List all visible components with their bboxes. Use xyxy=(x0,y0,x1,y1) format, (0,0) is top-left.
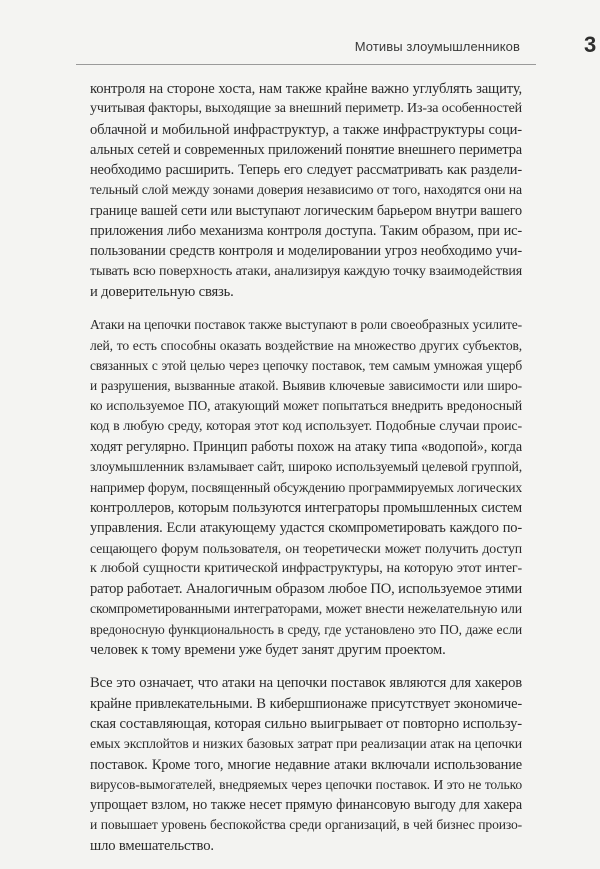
text-line: код в любую среду, которая этот код использует. Подобные случаи проис- xyxy=(90,418,522,434)
text-line: облачной и мобильной инфраструктур, а также инфраструктуры соци- xyxy=(90,121,522,138)
text-line: и разрушения, вызванные атакой. Выявив ключевые зависимости или широ- xyxy=(90,378,522,394)
text-line: шло вмешательство. xyxy=(90,837,214,854)
text-line: связанных с этой целью через цепочку поставок, тем самым умножая ущерб xyxy=(90,357,522,373)
text-line: тывать всю поверхность атаки, анализируя каждую точку взаимодействия xyxy=(90,263,522,279)
text-line: крайне привлекательными. В кибершпионаже присутствует экономиче- xyxy=(90,695,522,712)
body-text xyxy=(90,79,522,869)
chapter-title: Мотивы злоумышленников xyxy=(354,39,520,54)
text-line: и доверительную связь. xyxy=(90,283,234,300)
text-line: пользовании средств контроля и моделировании угроз необходимо учи- xyxy=(90,243,522,260)
text-line: необходимо расширить. Теперь его следует рассматривать как раздели- xyxy=(90,162,522,179)
running-header xyxy=(76,14,600,70)
text-line: ская составляющая, которая сильно выигрывает от повторно использу- xyxy=(90,715,522,732)
text-line: упрощает взлом, но также несет прямую финансовую выгоду для хакера xyxy=(90,797,522,814)
text-line: сещающего форум пользователя, он теоретически может получить доступ xyxy=(90,540,522,556)
text-line: к любой сущности критической инфраструктуры, на которую этот интег- xyxy=(90,560,522,576)
text-line: тельный слой между зонами доверия независимо от того, находятся они на xyxy=(90,182,522,198)
text-line: управления. Если атакующему удастся скомпрометировать каждого по- xyxy=(90,520,522,537)
text-line: вирусов-вымогателей, внедряемых через цепочки поставок. И это не только xyxy=(90,776,522,792)
text-line: ратор работает. Аналогичным образом любое ПО, используемое этими xyxy=(90,581,522,598)
text-line: границе вашей сети или выступают логическим барьером внутри вашего xyxy=(90,202,522,219)
text-line: приложения либо механизма контроля доступа. Таким образом, при ис- xyxy=(90,223,522,240)
text-line: ходят регулярно. Принцип работы похож на атаку типа «водопой», когда xyxy=(90,439,522,456)
text-line: альных сетей и современных приложений понятие внешнего периметра xyxy=(90,141,522,158)
text-line: вредоносную функциональность в среду, где установлено это ПО, даже если xyxy=(90,621,522,637)
text-line: человек к тому времени уже будет занят другим проектом. xyxy=(90,642,446,659)
page-number: 3 xyxy=(584,32,597,57)
text-line: и повышает уровень беспокойства среди организаций, в чей бизнес произо- xyxy=(90,817,522,833)
text-line: контроля на стороне хоста, нам также крайне важно углублять защиту, xyxy=(90,81,522,97)
header-rule xyxy=(76,64,536,65)
text-line: лей, то есть способны оказать воздействие на множество других субъектов, xyxy=(90,337,522,353)
text-line: злоумышленник взламывает сайт, широко используемый целевой группой, xyxy=(90,459,522,475)
paragraph xyxy=(90,315,522,660)
text-line: ко используемое ПО, атакующий может попытаться внедрить вредоносный xyxy=(90,398,522,414)
paragraph xyxy=(90,673,522,856)
paragraph xyxy=(90,79,522,302)
text-line: поставок. Кроме того, многие недавние атаки включали использование xyxy=(90,756,522,773)
text-line: учитывая факторы, выходящие за внешний периметр. Из-за особенностей xyxy=(90,101,522,117)
text-line: например форум, посвященный обсуждению программируемых логических xyxy=(90,479,522,495)
text-line: Атаки на цепочки поставок также выступают в роли своеобразных усилите- xyxy=(90,317,522,333)
text-line: скомпрометированными интеграторами, может внести нежелательную или xyxy=(90,601,522,617)
text-line: контроллеров, которым пользуются интеграторы промышленных систем xyxy=(90,499,522,516)
text-line: Все это означает, что атаки на цепочки поставок являются для хакеров xyxy=(90,675,522,692)
text-line: емых эксплойтов и низких базовых затрат при реализации атак на цепочки xyxy=(90,736,522,752)
